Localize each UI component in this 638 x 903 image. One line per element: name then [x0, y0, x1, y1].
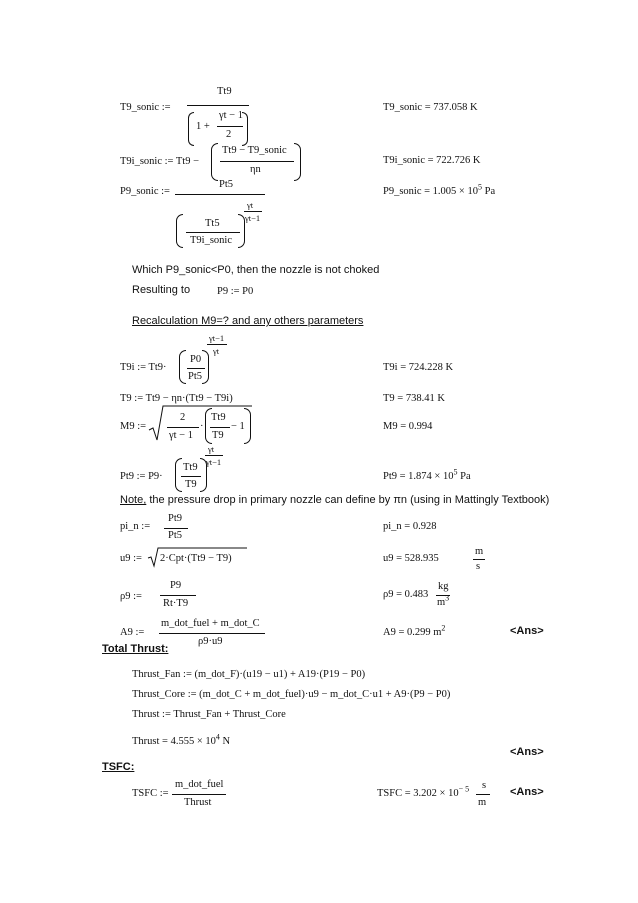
t9-sonic-result: T9_sonic = 737.058 K	[383, 102, 478, 113]
rho9-result: ρ9 = 0.483	[383, 589, 429, 600]
m9-fraction-a-denominator: γt − 1	[169, 430, 193, 441]
right-paren-icon	[202, 350, 209, 384]
a9-numerator: m_dot_fuel + m_dot_C	[161, 618, 260, 629]
t9-lhs: T9 := Tt9 − ηn·(Tt9 − T9i)	[120, 393, 233, 404]
t9-sonic-fraction-bar	[187, 105, 249, 106]
rho9-unit-numerator: kg	[438, 581, 449, 592]
p9-sonic-inner-bar	[186, 232, 240, 233]
pi-n-numerator: Pt9	[168, 513, 183, 524]
m9-fraction-b-numerator: Tt9	[211, 412, 226, 423]
t9i-exponent-denominator: γt	[213, 346, 220, 356]
a9-denominator: ρ9·u9	[198, 636, 223, 647]
t9i-sonic-lhs: T9i_sonic := Tt9 −	[120, 156, 200, 167]
recalculation-heading: Recalculation M9=? and any others parameters	[132, 315, 364, 327]
p9-sonic-result: P9_sonic = $1.005 \times 10^5$ Pa	[383, 182, 496, 197]
p9-sonic-exponent-numerator: γt	[247, 200, 254, 210]
rho9-fraction-bar	[160, 595, 196, 596]
p9-sonic-exponent-bar	[244, 211, 262, 212]
t9-sonic-inner-numerator: γt − 1	[219, 110, 243, 121]
pi-n-fraction-bar	[164, 528, 188, 529]
m9-fraction-a-numerator: 2	[180, 412, 186, 423]
m9-dot: ·	[200, 421, 204, 432]
pt9-result: $Pt9 = 1.874 \times 10^5$ Pa	[383, 467, 471, 482]
thrust-core-equation: Thrust_Core := (m_dot_C + m_dot_fuel)·u9 − m_dot_C·u1 + A9·(P9 − P0)	[132, 689, 451, 700]
t9i-inner-numerator: P0	[190, 354, 202, 365]
total-thrust-heading: Total Thrust:	[102, 643, 169, 655]
right-paren-icon	[242, 112, 248, 146]
rho9-unit-denominator: $m^3$	[437, 593, 450, 608]
left-paren-icon	[175, 458, 182, 492]
t9i-sonic-fraction-bar	[220, 161, 294, 162]
u9-lhs: u9 :=	[120, 553, 142, 564]
p9-sonic-numerator: Pt5	[219, 179, 234, 190]
t9i-result: T9i = 724.228 K	[383, 362, 454, 373]
pt9-exponent-denominator: γt−1	[206, 457, 222, 467]
t9i-exponent-numerator: γt−1	[209, 333, 225, 343]
p9-sonic-lhs: P9_sonic :=	[120, 186, 170, 197]
note-pressure-drop: Note, the pressure drop in primary nozzle can define by πn (using in Mattingly Textbook)	[120, 494, 550, 506]
tsfc-unit-denominator: m	[478, 797, 487, 808]
t9-result: T9 = 738.41 K	[383, 393, 445, 404]
rho9-numerator: P9	[170, 580, 182, 591]
left-paren-icon	[188, 112, 194, 146]
m9-lhs: M9 :=	[120, 421, 147, 432]
u9-radicand: 2·Cpt·(Tt9 − T9)	[160, 553, 232, 564]
note-not-choked: Which P9_sonic<P0, then the nozzle is not choked	[132, 264, 380, 276]
a9-fraction-bar	[159, 633, 265, 634]
t9-sonic-inner-bar	[217, 126, 243, 127]
tsfc-unit-numerator: s	[482, 780, 487, 791]
answer-tag: <Ans>	[510, 625, 544, 637]
tsfc-unit-bar	[476, 794, 490, 795]
pt9-inner-bar	[181, 476, 201, 477]
t9-sonic-inner-denominator: 2	[226, 129, 232, 140]
tsfc-lhs: TSFC :=	[132, 788, 169, 799]
p9-sonic-fraction-bar	[175, 194, 265, 195]
m9-fraction-a-bar	[167, 427, 199, 428]
right-paren-icon	[238, 214, 245, 248]
thrust-fan-equation: Thrust_Fan := (m_dot_F)·(u19 − u1) + A19·(P19 − P0)	[132, 669, 366, 680]
left-paren-icon	[176, 214, 183, 248]
m9-fraction-b-bar	[210, 427, 230, 428]
thrust-sum-equation: Thrust := Thrust_Fan + Thrust_Core	[132, 709, 286, 720]
tsfc-result: TSFC = $3.202 \times 10^{- 5}$	[377, 784, 470, 799]
u9-unit-numerator: m	[475, 546, 484, 557]
m9-fraction-b-denominator: T9	[212, 430, 224, 441]
answer-tag: <Ans>	[510, 746, 544, 758]
tsfc-denominator: Thrust	[184, 797, 212, 808]
a9-result: A9 = 0.299 $m^2$	[383, 623, 446, 638]
p9-sonic-inner-denominator: T9i_sonic	[190, 235, 232, 246]
rho9-lhs: ρ9 :=	[120, 591, 142, 602]
right-paren-icon	[294, 143, 301, 181]
pt9-exponent-bar	[205, 455, 223, 456]
t9i-sonic-numerator: Tt9 − T9_sonic	[222, 145, 287, 156]
tsfc-heading: TSFC:	[102, 761, 135, 773]
p9-sonic-inner-numerator: Tt5	[205, 218, 220, 229]
a9-lhs: A9 :=	[120, 627, 145, 638]
m9-minus-one: − 1	[231, 421, 245, 432]
m9-result: M9 = 0.994	[383, 421, 433, 432]
right-paren-icon	[200, 458, 207, 492]
tsfc-numerator: m_dot_fuel	[175, 779, 224, 790]
t9i-exponent-bar	[207, 344, 227, 345]
u9-unit-bar	[473, 559, 485, 560]
t9i-sonic-denominator: ηn	[250, 164, 261, 175]
pi-n-denominator: Pt5	[168, 530, 183, 541]
u9-unit-denominator: s	[476, 561, 481, 572]
rho9-denominator: Rt·T9	[163, 598, 189, 609]
t9i-lhs: T9i := Tt9·	[120, 362, 167, 373]
tsfc-fraction-bar	[172, 794, 226, 795]
pi-n-lhs: pi_n :=	[120, 521, 151, 532]
note-resulting-to: Resulting to	[132, 284, 191, 296]
pt9-exponent-numerator: γt	[208, 444, 215, 454]
t9-sonic-lhs: T9_sonic :=	[120, 102, 171, 113]
pt9-inner-denominator: T9	[185, 479, 197, 490]
u9-result: u9 = 528.935	[383, 553, 439, 564]
pt9-inner-numerator: Tt9	[183, 462, 198, 473]
thrust-result: Thrust = $4.555 \times 10^4$ N	[132, 732, 231, 747]
right-paren-icon	[244, 408, 251, 444]
left-paren-icon	[179, 350, 186, 384]
pi-n-result: pi_n = 0.928	[383, 521, 437, 532]
left-paren-icon	[211, 143, 218, 181]
t9-sonic-one-plus: 1 +	[196, 121, 210, 132]
pt9-lhs: Pt9 := P9·	[120, 471, 163, 482]
t9i-inner-denominator: Pt5	[188, 371, 203, 382]
p9-assign: P9 := P0	[217, 286, 254, 297]
answer-tag: <Ans>	[510, 786, 544, 798]
t9-sonic-numerator: Tt9	[217, 86, 232, 97]
t9i-sonic-result: T9i_sonic = 722.726 K	[383, 155, 481, 166]
p9-sonic-exponent-denominator: γt−1	[245, 213, 261, 223]
